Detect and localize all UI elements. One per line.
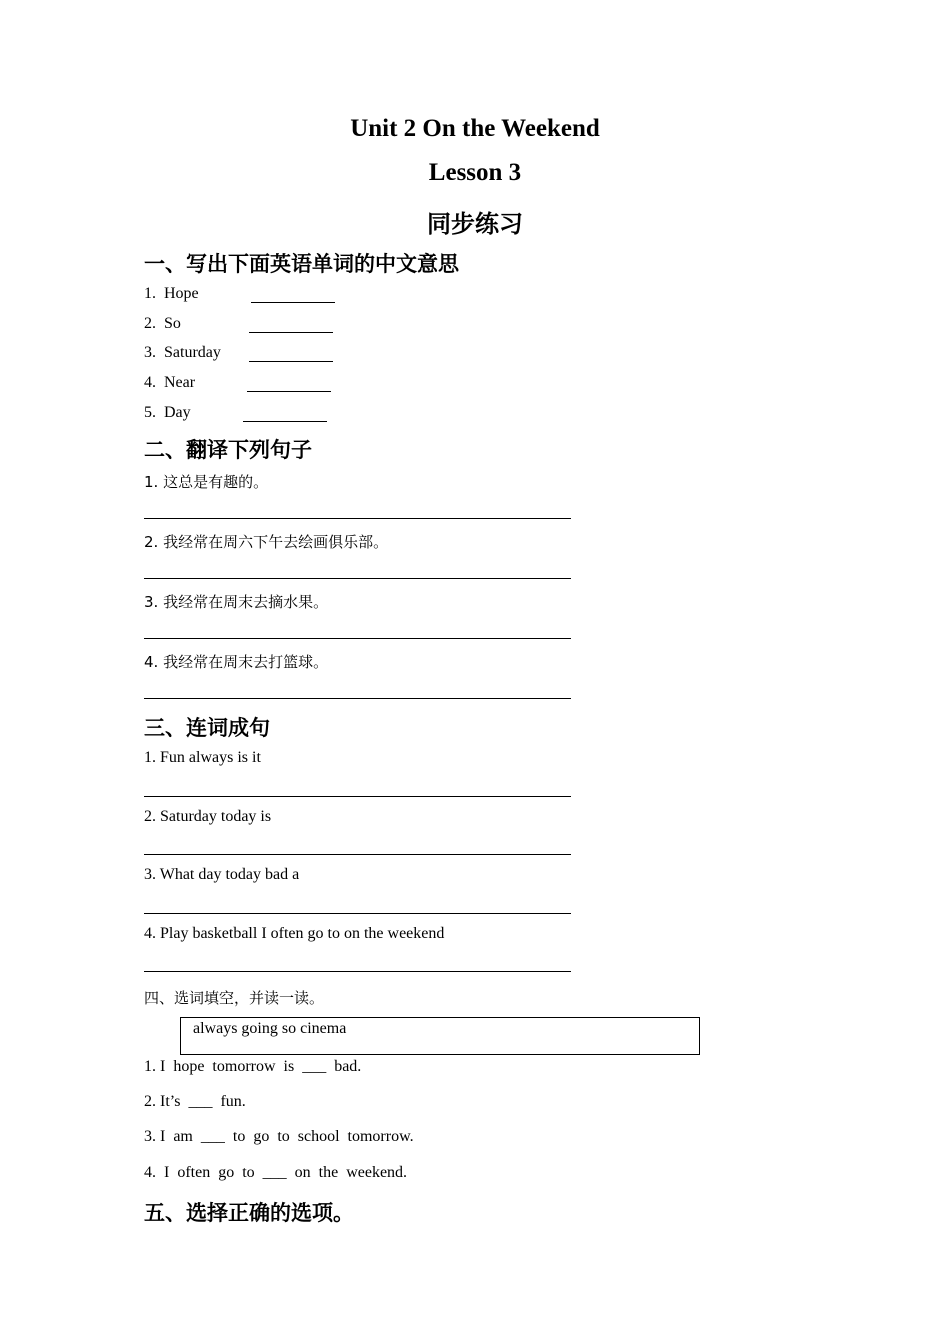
section1-heading: 一、写出下面英语单词的中文意思	[144, 252, 459, 276]
answer-line[interactable]	[144, 578, 571, 579]
translate-item: 4. 我经常在周末去打篮球。	[144, 653, 329, 671]
worksheet-subtitle: 同步练习	[427, 210, 523, 238]
vocab-item	[144, 315, 181, 333]
answer-line[interactable]	[144, 913, 571, 914]
fill-blank-item: 1. I hope tomorrow is ___ bad.	[144, 1058, 362, 1075]
translate-item: 2. 我经常在周六下午去绘画俱乐部。	[144, 533, 389, 551]
word-order-item: 3. What day today bad a	[144, 866, 300, 883]
answer-line[interactable]	[144, 971, 571, 972]
section3-heading: 三、连词成句	[144, 716, 270, 740]
vocab-num: 1.	[144, 285, 156, 302]
vocab-num: 2.	[144, 315, 156, 332]
vocab-num: 4.	[144, 374, 156, 391]
answer-line[interactable]	[144, 698, 571, 699]
answer-line[interactable]	[144, 854, 571, 855]
vocab-word: Hope	[164, 285, 199, 302]
fill-blank-item: 2. It’s ___ fun.	[144, 1093, 246, 1110]
translate-item: 1. 这总是有趣的。	[144, 473, 269, 491]
answer-line[interactable]	[144, 796, 571, 797]
vocab-word: So	[164, 315, 181, 332]
vocab-blank[interactable]	[249, 361, 333, 362]
vocab-word: Saturday	[164, 344, 221, 361]
vocab-blank[interactable]	[249, 332, 333, 333]
vocab-blank[interactable]	[247, 391, 331, 392]
word-order-item: 4. Play basketball I often go to on the weekend	[144, 925, 445, 942]
vocab-item	[144, 344, 221, 362]
lesson-title: Lesson 3	[428, 159, 522, 186]
section5-heading: 五、选择正确的选项。	[144, 1201, 354, 1225]
fill-blank-item: 3. I am ___ to go to school tomorrow.	[144, 1128, 414, 1145]
section4-heading: 四、选词填空，并读一读。	[144, 989, 325, 1007]
answer-line[interactable]	[144, 638, 571, 639]
vocab-num: 3.	[144, 344, 156, 361]
vocab-blank[interactable]	[243, 421, 327, 422]
section2-heading: 二、翻译下列句子	[144, 438, 312, 462]
vocab-item	[144, 285, 199, 303]
word-bank-box	[180, 1017, 700, 1055]
fill-blank-item: 4. I often go to ___ on the weekend.	[144, 1164, 408, 1181]
word-order-item: 2. Saturday today is	[144, 808, 272, 825]
vocab-word: Day	[164, 404, 191, 421]
translate-item: 3. 我经常在周末去摘水果。	[144, 593, 329, 611]
vocab-word: Near	[164, 374, 196, 391]
vocab-item	[144, 404, 191, 422]
vocab-item	[144, 374, 195, 392]
word-order-item: 1. Fun always is it	[144, 749, 261, 766]
vocab-blank[interactable]	[251, 302, 335, 303]
vocab-num: 5.	[144, 404, 156, 421]
answer-line[interactable]	[144, 518, 571, 519]
unit-title: Unit 2 On the Weekend	[350, 115, 600, 142]
word-bank: always going so cinema	[193, 1020, 347, 1037]
